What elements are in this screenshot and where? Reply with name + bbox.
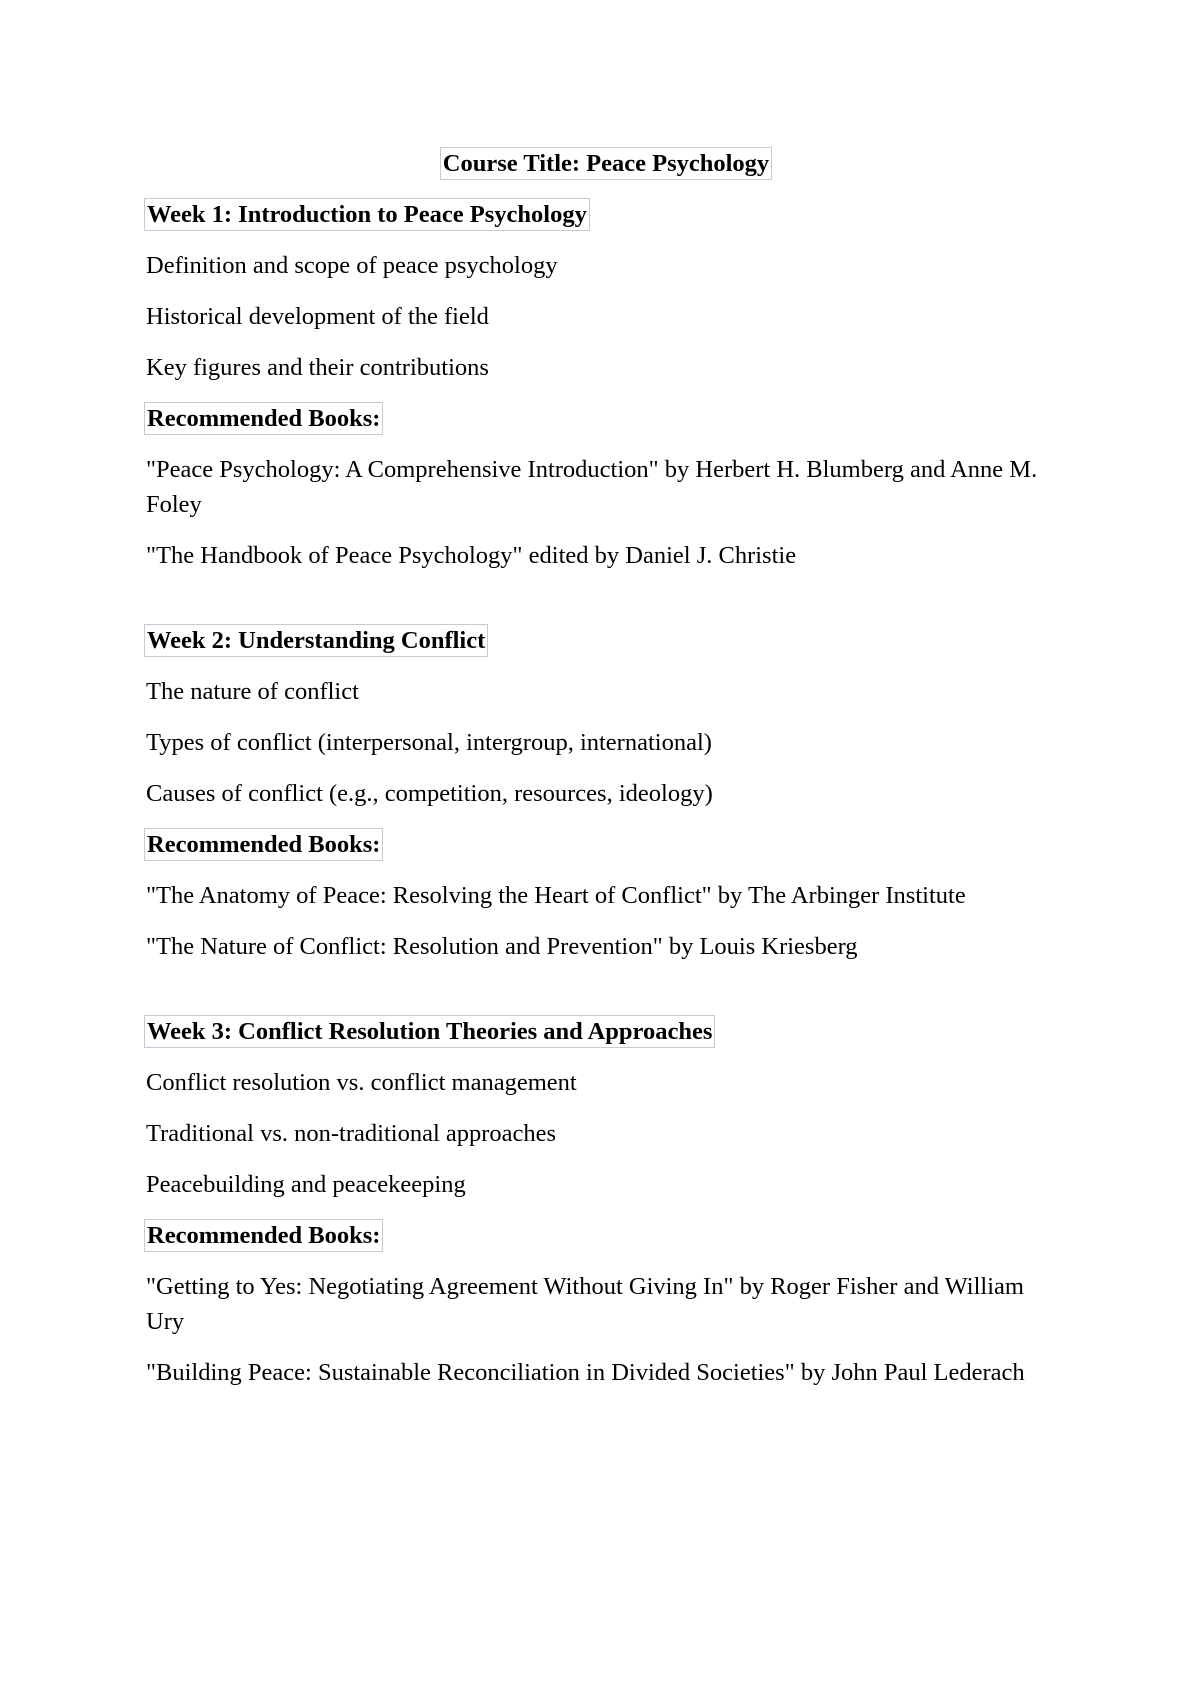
topic-item: Definition and scope of peace psychology [146, 252, 558, 279]
week-heading: Week 3: Conflict Resolution Theories and Approaches [144, 1015, 715, 1048]
topic-item: Peacebuilding and peacekeeping [146, 1171, 466, 1198]
book-item: "The Anatomy of Peace: Resolving the Heart of Conflict" by The Arbinger Institute [146, 882, 966, 909]
book-item: "Building Peace: Sustainable Reconciliation in Divided Societies" by John Paul Lederach [146, 1359, 1025, 1386]
week-section-3 [146, 1014, 1066, 1390]
week-heading: Week 2: Understanding Conflict [144, 624, 488, 657]
week-section-2 [146, 623, 1066, 964]
recommended-books-label: Recommended Books: [144, 828, 383, 861]
book-item: "The Nature of Conflict: Resolution and Prevention" by Louis Kriesberg [146, 933, 858, 960]
topic-item: The nature of conflict [146, 678, 359, 705]
topic-item: Key figures and their contributions [146, 354, 489, 381]
book-item: "Getting to Yes: Negotiating Agreement Without Giving In" by Roger Fisher and William Ury [146, 1273, 1024, 1335]
topic-item: Traditional vs. non-traditional approaches [146, 1120, 557, 1147]
recommended-books-label: Recommended Books: [144, 402, 383, 435]
week-heading: Week 1: Introduction to Peace Psychology [144, 198, 590, 231]
topic-item: Types of conflict (interpersonal, intergroup, international) [146, 729, 712, 756]
book-item: "Peace Psychology: A Comprehensive Introduction" by Herbert H. Blumberg and Anne M. Foley [146, 456, 1038, 518]
course-title-row [146, 146, 1066, 181]
book-item: "The Handbook of Peace Psychology" edited by Daniel J. Christie [146, 542, 797, 569]
topic-item: Historical development of the field [146, 303, 489, 330]
week-section-1 [146, 197, 1066, 573]
topic-item: Causes of conflict (e.g., competition, resources, ideology) [146, 780, 713, 807]
course-title: Course Title: Peace Psychology [440, 147, 772, 180]
document-body [146, 146, 1066, 1406]
topic-item: Conflict resolution vs. conflict management [146, 1069, 577, 1096]
recommended-books-label: Recommended Books: [144, 1219, 383, 1252]
